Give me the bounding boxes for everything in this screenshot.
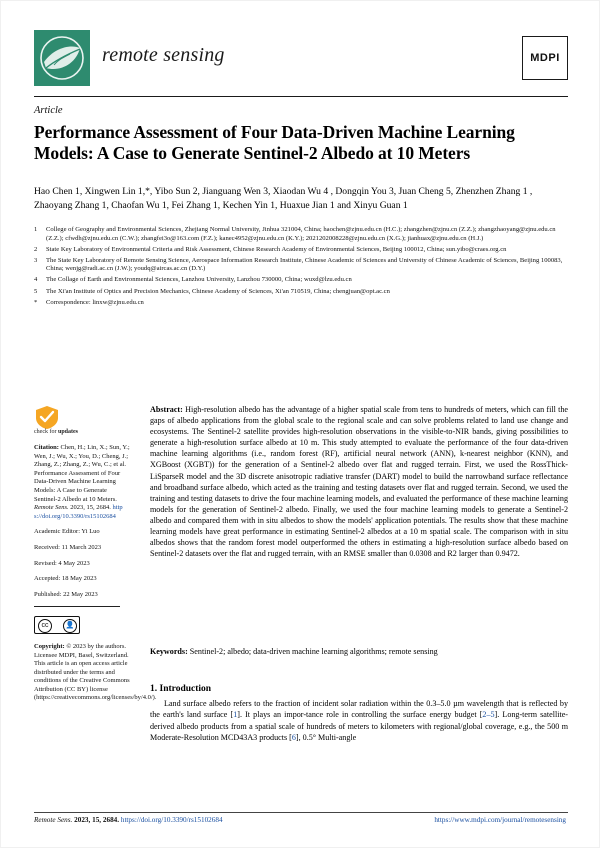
citation-text: Chen, H.; Lin, X.; Sun, Y.; Wen, J.; Wu, X.; You, D.; Cheng, J.; Zhang, Z.; Zhang, Z.; Wu, C.; et al. Performance Assessment of Four Data-Driven Machine Learning Models: A Case to Generate Sentinel-2 Albedo at 10 Meters. — [34, 444, 130, 503]
cc-license-badge[interactable] — [34, 616, 130, 638]
accepted-date: Accepted: 18 May 2023 — [34, 575, 97, 583]
affiliation-number: 4 — [34, 276, 38, 284]
section-body-part1: Land surface albedo refers to the fraction of incident solar radiation within the 0.3–5.0 µm wavelength that is reflected by the earth's land surface [ — [150, 699, 568, 720]
section-body-part4: ], 0.5° Multi-angle — [295, 732, 357, 742]
revised-date: Revised: 4 May 2023 — [34, 559, 90, 567]
sidebar-divider — [34, 606, 120, 607]
footer-journal: Remote Sens. — [34, 816, 73, 824]
journal-masthead — [34, 30, 568, 86]
affiliation-item — [34, 276, 568, 285]
footer-url[interactable]: https://www.mdpi.com/journal/remotesensing — [434, 816, 566, 824]
citation-doi-link[interactable]: https://doi.org/10.3390/rs15102684 — [34, 504, 123, 520]
affiliation-item — [34, 257, 568, 274]
author-list-text: Hao Chen 1, Xingwen Lin 1,*, Yibo Sun 2, Jianguang Wen 3, Xiaodan Wu 4 , Dongqin You 3, Juan Cheng 5, Zhenzhen Zhang 1 , Zhaoyang Zhang 1, Chaofan Wu 1, Fei Zhang 1, Kechen Yin 1, Huaxue Jian 1 and Xinyu Guan 1 — [34, 186, 533, 211]
affiliation-text: Correspondence: linxw@zjnu.edu.cn — [46, 298, 144, 306]
cc-by-person-icon: 👤 — [63, 619, 77, 633]
citation-label: Citation: — [34, 444, 59, 451]
citation-block — [34, 444, 130, 521]
affiliation-number: 1 — [34, 226, 38, 233]
article-type: Article — [34, 105, 63, 116]
check-updates-line1: check for — [34, 429, 57, 435]
check-updates-label — [34, 428, 78, 437]
affiliation-number: 5 — [34, 287, 38, 295]
check-for-updates[interactable] — [34, 404, 130, 438]
section-body-part2: ]. It plays an impor-tance role in controlling the surface energy budget [ — [237, 710, 483, 720]
academic-editor-block — [34, 528, 130, 537]
journal-logo-icon — [34, 30, 90, 86]
keywords-text: Sentinel-2; albedo; data-driven machine learning algorithms; remote sensing — [189, 647, 438, 656]
academic-editor-label: Academic Editor: — [34, 528, 81, 536]
copyright-block — [34, 642, 157, 703]
author-list — [34, 185, 568, 213]
abstract-text: High-resolution albedo has the advantage of a higher spatial scale from tens to hundreds of meters, which can fill the gaps of albedo applications from the global scale to the regional scale and can solve problems related to land use change and ecosystems. The Sentinel-2 satellite provides high-resolution observations in the visible-to-NIR bands, giving possibilities to generate a high-resolution surface albedo at 10 m. This study attempted to evaluate the performance of the four data-driven machine learning algorithms (i.e., random forest (RF), artificial neural network (ANN), k-nearest neighbor (KNN), and XGBoost (XGBT)) for the generation of a Sentinel-2 albedo over flat and rugged terrain. First, we used the RossThick-LiSparseR model and the 3D discrete anisotropic radiative transfer (DART) model to build the narrowband surface reflectance and broadband surface albedo, which acted as the training and testing datasets over flat and rugged terrain. Second, we used the training and testing datasets to drive the four machine learning models, and evaluated the performance of these machine learning models for the generation of Sentinel-2 albedo. Finally, we used the four machine learning models to generate a Sentinel-2 albedo and compared them with in situ albedos to show the models' application potentials. The results show that these machine learning models have great performance in estimating Sentinel-2 albedos at a 10 m spatial scale. The comparison with in situ albedos shows that the random forest model outperformed the others in estimating a high-resolution surface albedo based on Sentinel-2 datasets over the flat and rugged terrain, with an RMSE smaller than 0.0308 and R2 larger than 0.9472. — [150, 405, 568, 559]
cc-circle-icon: cc — [38, 619, 52, 633]
affiliation-text: The Collage of Earth and Environmental Sciences, Lanzhou University, Lanzhou 730000, China; wuxd@lzu.edu.cn — [46, 276, 352, 284]
check-updates-line2: updates — [58, 429, 79, 435]
citation-rest: 2023, 15, 2684. — [70, 504, 111, 512]
section-body-part3: ]. Long-term satellite-derived albedo products from a spatial scale of hundreds of meters to kilometers with regional/global coverage, e.g., the 500 m Moderate-Resolution MCD43A3 products [ — [150, 710, 569, 742]
footer-volume: 2023, 15, 2684. — [74, 816, 120, 824]
abstract-block — [150, 404, 568, 559]
academic-editor-name: Yi Luo — [81, 528, 100, 536]
section-body — [150, 698, 568, 743]
affiliation-text: The State Key Laboratory of Remote Sensing Science, Aerospace Information Research Institute, Chinese Academic of Sciences and University of Chinese Academic of Sciences, Beijing 100083, China; wenjg@radi.ac.cn (J.W.); youdq@aircas.ac.cn (D.Y.) — [46, 256, 563, 273]
citation-ref[interactable]: 2–5 — [482, 710, 495, 720]
affiliation-item — [34, 299, 568, 308]
sidebar-metadata — [34, 404, 157, 710]
affiliation-text: The Xi'an Institute of Optics and Precision Mechanics, Chinese Academy of Sciences, Xi'an 710519, China; chengjuan@opt.ac.cn — [46, 287, 390, 295]
citation-journal: Remote Sens. — [34, 504, 69, 512]
check-updates-icon — [34, 404, 60, 430]
masthead-divider — [34, 96, 568, 97]
journal-name: remote sensing — [102, 44, 225, 66]
affiliation-number: 3 — [34, 256, 38, 264]
publisher-name: MDPI — [530, 52, 560, 64]
copyright-text: © 2023 by the authors. Licensee MDPI, Basel, Switzerland. This article is an open access article distributed under the terms and conditions of the Creative Commons Attribution (CC BY) license (https://creativecommons.org/licenses/by/4.0/). — [34, 642, 157, 702]
section-heading: 1. Introduction — [150, 684, 212, 694]
affiliation-number: * — [34, 298, 38, 306]
affiliation-item — [34, 246, 568, 255]
abstract-label: Abstract: — [150, 405, 183, 414]
keywords-label: Keywords: — [150, 647, 188, 656]
publisher-logo — [522, 36, 568, 80]
footer-divider — [34, 812, 568, 813]
published-date: Published: 22 May 2023 — [34, 590, 98, 598]
affiliation-text: College of Geography and Environmental Sciences, Zhejiang Normal University, Jinhua 321004, China; haochen@zjnu.edu.cn (H.C.); zhangzhen@zjnu.cn (Z.Z.); zhangzhaoyang@zjnu.edu.cn (Z.Z.); cfwdh@zjnu.edu.cn (C.W.); zhangfei3o@163.com (F.Z.); kanec4952@zjnu.edu.cn (K.Y.); 2021202008228@zjnu.edu.cn (X.G.); jianhuax@zjnu.edu.cn (H.J.) — [46, 226, 556, 242]
citation-ref[interactable]: 1 — [233, 710, 238, 720]
affiliation-number: 2 — [34, 245, 38, 253]
citation-ref[interactable]: 6 — [291, 732, 296, 742]
affiliation-list — [34, 226, 568, 310]
affiliation-text: State Key Laboratory of Environmental Criteria and Risk Assessment, Chinese Research Academy of Environmental Sciences, Beijing 100012, China; sun.yibo@craes.org.cn — [46, 245, 507, 253]
copyright-label: Copyright: — [34, 642, 65, 650]
received-date: Received: 11 March 2023 — [34, 543, 102, 551]
footer-doi-link[interactable]: https://doi.org/10.3390/rs15102684 — [120, 816, 223, 824]
page-title: Performance Assessment of Four Data-Driven Machine Learning Models: A Case to Generate Sentinel-2 Albedo at 10 Meters — [34, 122, 515, 163]
footer-citation — [34, 816, 223, 824]
cc-by-icon — [34, 616, 80, 634]
affiliation-item — [34, 226, 568, 243]
affiliation-item — [34, 288, 568, 297]
keywords-block — [150, 646, 568, 657]
